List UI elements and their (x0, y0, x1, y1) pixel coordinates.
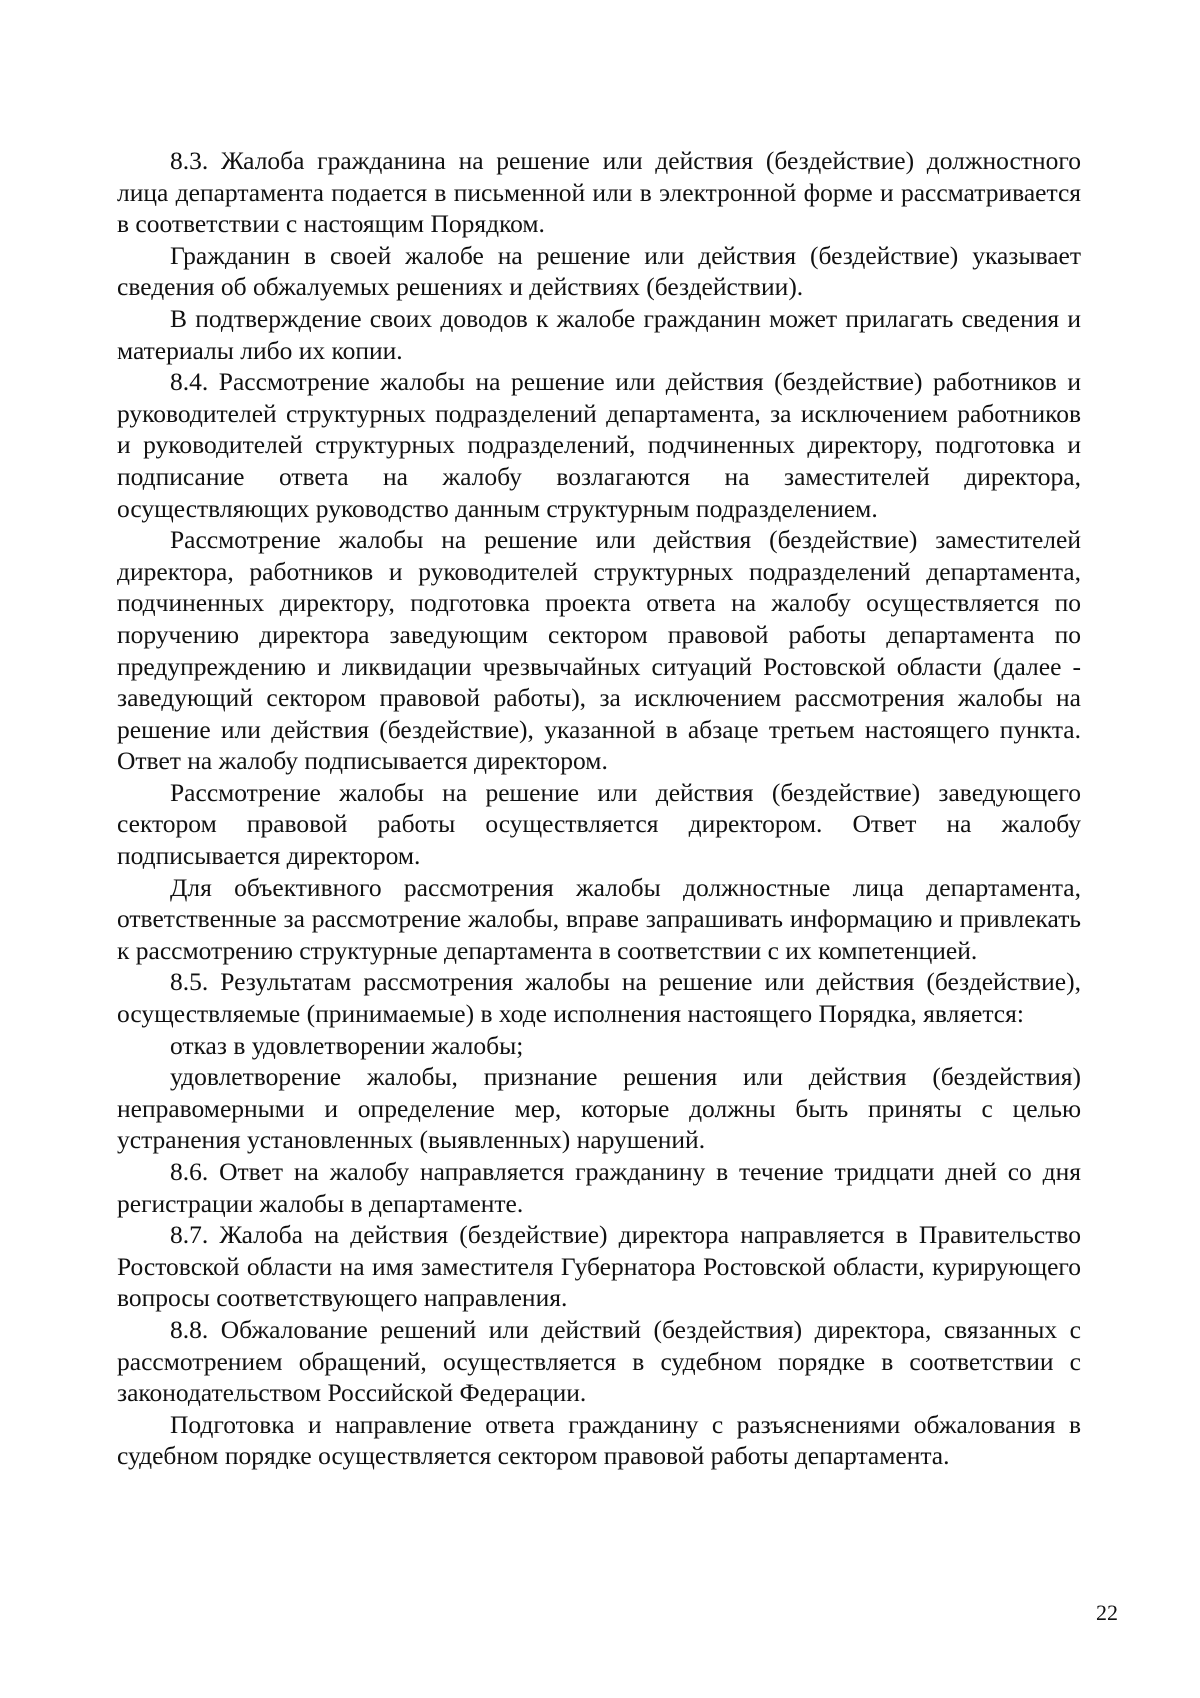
paragraph-8-3: 8.3. Жалоба гражданина на решение или действия (бездействие) должностного лица департамента подается в письменной или в электронной форме и рассматривается в соответствии с настоящим Порядком. (117, 146, 1081, 239)
paragraph-satisfaction: удовлетворение жалобы, признание решения или действия (бездействия) неправомерными и определение мер, которые должны быть приняты с целью устранения установленных (выявленных) нарушений. (117, 1062, 1081, 1155)
document-body (117, 145, 1081, 1472)
paragraph-8-7: 8.7. Жалоба на действия (бездействие) директора направляется в Правительство Ростовской области на имя заместителя Губернатора Ростовской области, курирующего вопросы соответствующего направления. (117, 1220, 1081, 1313)
paragraph-complaint-details: Гражданин в своей жалобе на решение или действия (бездействие) указывает сведения об обжалуемых решениях и действиях (бездействии). (117, 240, 1081, 302)
paragraph-refusal: отказ в удовлетворении жалобы; (170, 1030, 524, 1060)
paragraph-objective-review: Для объективного рассмотрения жалобы должностные лица департамента, ответственные за рассмотрение жалобы, вправе запрашивать информацию и привлекать к рассмотрению структурные департамента в соответствии с их компетенцией. (117, 872, 1081, 965)
paragraph-8-5: 8.5. Результатам рассмотрения жалобы на решение или действия (бездействие), осуществляемые (принимаемые) в ходе исполнения настоящего Порядка, является: (117, 967, 1081, 1029)
paragraph-8-6: 8.6. Ответ на жалобу направляется гражданину в течение тридцати дней со дня регистрации жалобы в департаменте. (117, 1157, 1081, 1218)
paragraph-supporting-materials: В подтверждение своих доводов к жалобе гражданин может прилагать сведения и материалы либо их копии. (117, 303, 1081, 365)
paragraph-legal-sector-head-review: Рассмотрение жалобы на решение или действия (бездействие) заведующего сектором правовой работы осуществляется директором. Ответ на жалобу подписывается директором. (117, 777, 1081, 871)
paragraph-8-8: 8.8. Обжалование решений или действий (бездействия) директора, связанных с рассмотрением обращений, осуществляется в судебном порядке в соответствии с законодательством Российской Федерации. (117, 1314, 1081, 1408)
paragraph-deputy-directors-review: Рассмотрение жалобы на решение или действия (бездействие) заместителей директора, работников и руководителей структурных подразделений департамента, подчиненных директору, подготовка проекта ответа на жалобу осуществляется по поручению директора заведующим сектором правовой работы департамента по предупреждению и ликвидации чрезвычайных ситуаций Ростовской области (далее - заведующий сектором правовой работы), за исключением рассмотрения жалобы на решение или действия (бездействие), указанной в абзаце третьем настоящего пункта. Ответ на жалобу подписывается директором. (117, 525, 1081, 776)
page-number: 22 (1096, 1600, 1118, 1625)
paragraph-court-appeal-answer: Подготовка и направление ответа гражданину с разъяснениями обжалования в судебном порядке осуществляется сектором правовой работы департамента. (117, 1409, 1081, 1471)
paragraph-8-4: 8.4. Рассмотрение жалобы на решение или действия (бездействие) работников и руководителей структурных подразделений департамента, за исключением работников и руководителей структурных подразделений, подчиненных директору, подготовка и подписание ответа на жалобу возлагаются на заместителей директора, осуществляющих руководство данным структурным подразделением. (117, 367, 1081, 523)
